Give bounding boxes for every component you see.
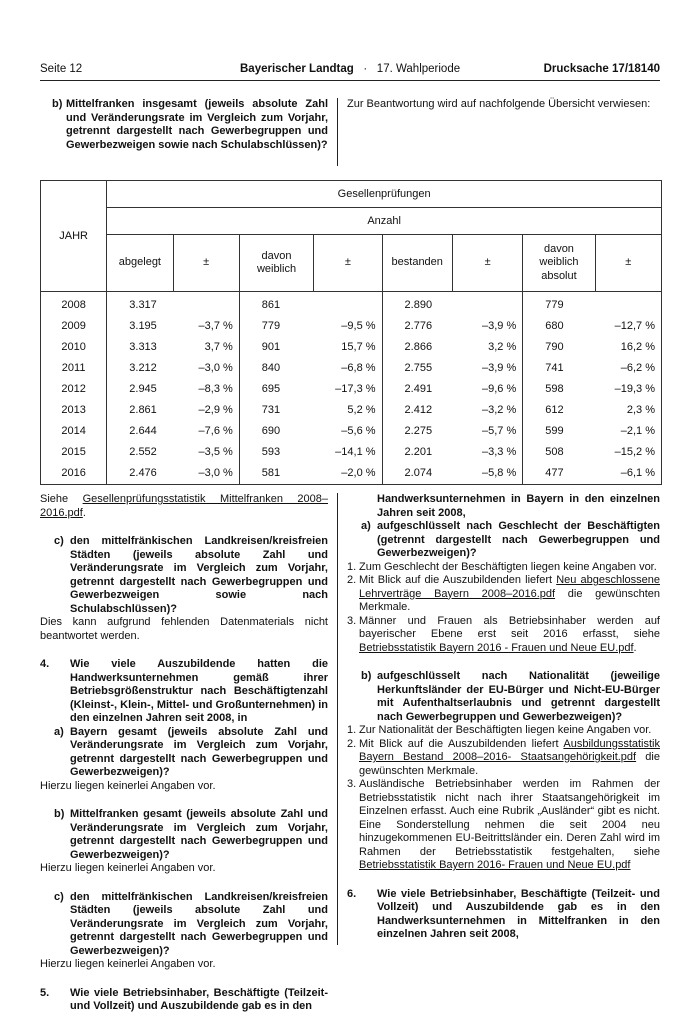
exam-statistics-table bbox=[40, 180, 662, 485]
value-cell: 599 bbox=[523, 421, 595, 442]
value-cell: –6,8 % bbox=[314, 357, 382, 378]
page-header bbox=[40, 62, 660, 78]
value-cell: 2.412 bbox=[382, 399, 452, 420]
value-cell: 612 bbox=[523, 399, 595, 420]
value-cell: 2.890 bbox=[382, 292, 452, 316]
value-cell: –17,3 % bbox=[314, 378, 382, 399]
header-rule bbox=[40, 80, 660, 81]
value-cell: 16,2 % bbox=[595, 336, 661, 357]
document-number: Drucksache 17/18140 bbox=[543, 63, 660, 75]
value-cell: 3,7 % bbox=[173, 336, 239, 357]
value-cell: –6,1 % bbox=[595, 463, 661, 485]
value-cell: 15,7 % bbox=[314, 336, 382, 357]
document-link[interactable]: Betriebsstatistik Bayern 2016- Frauen und Neue EU.pdf bbox=[359, 859, 631, 871]
value-cell bbox=[173, 292, 239, 316]
header-separator: · bbox=[363, 63, 368, 75]
col-header: bestanden bbox=[382, 235, 452, 292]
value-cell: 2.491 bbox=[382, 378, 452, 399]
answer-5a-list bbox=[347, 561, 660, 656]
answer-4c: Hierzu liegen keinerlei Angaben vor. bbox=[40, 958, 216, 970]
value-cell: 508 bbox=[523, 442, 595, 463]
table-row bbox=[41, 399, 662, 420]
question-5b: b) aufgeschlüsselt nach Nationalität (jeweilige Herkunftsländer der EU-Bürger und Nicht-EU-Bürger mit Aufenthaltserlaubnis und getrennt dargestellt nach Gewerbegruppen und Gewerbezweigen)? bbox=[361, 670, 660, 723]
value-cell: –3,0 % bbox=[173, 357, 239, 378]
answer-5b-list bbox=[347, 724, 660, 873]
document-link[interactable]: Ausbildungsstatistik Bayern Bestand 2008–2016- Staatsangehörigkeit.pdf bbox=[359, 737, 660, 763]
value-cell: –3,2 % bbox=[452, 399, 522, 420]
value-cell: 779 bbox=[239, 315, 313, 336]
value-cell: 2.275 bbox=[382, 421, 452, 442]
table-row bbox=[41, 463, 662, 485]
question-5a: a) aufgeschlüsselt nach Geschlecht der Beschäftigten (getrennt dargestellt nach Gewerbegruppen und Gewerbezweigen)? bbox=[361, 520, 660, 559]
question-5: 5. Wie viele Betriebsinhaber, Beschäftigte (Teilzeit- und Vollzeit) und Auszubildende gab es in den bbox=[40, 986, 328, 1012]
question-text: Mittelfranken insgesamt (jeweils absolute Zahl und Veränderungsrate im Vergleich zum Vorjahr, getrennt dargestellt nach Gewerbegruppen und Gewerbezweigen sowie nach Schulabschlüssen)? bbox=[66, 98, 328, 151]
value-cell: 741 bbox=[523, 357, 595, 378]
year-cell: 2008 bbox=[41, 292, 107, 316]
value-cell: 2.644 bbox=[107, 421, 173, 442]
value-cell: 2.755 bbox=[382, 357, 452, 378]
question-4c: c) den mittelfränkischen Landkreisen/kreisfreien Städten (jeweils absolute Zahl und Veränderungsrate im Vergleich zum Vorjahr, getrennt dargestellt nach Gewerbegruppen und Gewerbezweigen)? bbox=[54, 890, 328, 957]
value-cell: 779 bbox=[523, 292, 595, 316]
value-cell: 861 bbox=[239, 292, 313, 316]
document-link[interactable]: Betriebsstatistik Bayern 2016 - Frauen und Neue EU.pdf bbox=[359, 641, 634, 654]
year-cell: 2015 bbox=[41, 442, 107, 463]
left-column bbox=[40, 493, 328, 1014]
value-cell: 2,3 % bbox=[595, 399, 661, 420]
question-4a: a) Bayern gesamt (jeweils absolute Zahl und Veränderungsrate im Vergleich zum Vorjahr, getrennt dargestellt nach Gewerbegruppen und Gewerbezweigen)? bbox=[54, 725, 328, 778]
value-cell: –3,9 % bbox=[452, 357, 522, 378]
value-cell: –2,1 % bbox=[595, 421, 661, 442]
column-divider-top bbox=[337, 98, 338, 166]
question-6: 6. Wie viele Betriebsinhaber, Beschäftigte (Teilzeit- und Vollzeit) und Auszubildende gab es in den Handwerksunternehmen in Mittelfranken in den einzelnen Jahren seit 2008, bbox=[347, 887, 660, 940]
answer-4a: Hierzu liegen keinerlei Angaben vor. bbox=[40, 779, 216, 792]
table-row bbox=[41, 442, 662, 463]
year-cell: 2013 bbox=[41, 399, 107, 420]
list-item: 2. Mit Blick auf die Auszubildenden liefert Neu abgeschlossene Lehrverträge Bayern 2008–2016.pdf die gewünschten Merkmale. bbox=[347, 574, 660, 613]
value-cell: –3,0 % bbox=[173, 463, 239, 485]
table-row bbox=[41, 315, 662, 336]
col-header: davon weiblich absolut bbox=[523, 235, 595, 292]
table-row bbox=[41, 292, 662, 316]
value-cell: 2.776 bbox=[382, 315, 452, 336]
col-header: davon weiblich bbox=[239, 235, 313, 292]
value-cell bbox=[595, 292, 661, 316]
list-item: 2. Mit Blick auf die Auszubildenden liefert Ausbildungsstatistik Bayern Bestand 2008–2016- Staatsangehörigkeit.pdf die gewünschten Merkmale. bbox=[347, 737, 660, 777]
statistics-link[interactable]: Gesellenprüfungsstatistik Mittelfranken 2008–2016.pdf bbox=[40, 493, 328, 519]
value-cell: –12,7 % bbox=[595, 315, 661, 336]
value-cell: –5,7 % bbox=[452, 421, 522, 442]
value-cell: 2.201 bbox=[382, 442, 452, 463]
document-link[interactable]: Neu abgeschlossene Lehrverträge Bayern 2008–2016.pdf bbox=[359, 574, 660, 600]
answer-3b: Zur Beantwortung wird auf nachfolgende Übersicht verwiesen: bbox=[347, 98, 651, 110]
value-cell bbox=[452, 292, 522, 316]
value-cell: –9,5 % bbox=[314, 315, 382, 336]
value-cell: –3,9 % bbox=[452, 315, 522, 336]
col-header: ± bbox=[314, 235, 382, 292]
year-cell: 2012 bbox=[41, 378, 107, 399]
table-title: Gesellenprüfungen bbox=[107, 181, 662, 208]
value-cell: –19,3 % bbox=[595, 378, 661, 399]
value-cell: 731 bbox=[239, 399, 313, 420]
list-item: 1. Zum Geschlecht der Beschäftigten liegen keine Angaben vor. bbox=[347, 560, 657, 573]
value-cell: –7,6 % bbox=[173, 421, 239, 442]
value-cell: 840 bbox=[239, 357, 313, 378]
question-4b: b) Mittelfranken gesamt (jeweils absolute Zahl und Veränderungsrate im Vergleich zum Vorjahr, getrennt dargestellt nach Gewerbegruppen und Gewerbezweigen)? bbox=[54, 808, 328, 861]
value-cell: 2.861 bbox=[107, 399, 173, 420]
list-item: 3. Männer und Frauen als Betriebsinhaber werden auf bayerischer Ebene erst seit 2016 erfasst, siehe Betriebsstatistik Bayern 2016 - Frauen und Neue EU.pdf. bbox=[347, 614, 660, 654]
table-row bbox=[41, 336, 662, 357]
question-3c: c) den mittelfränkischen Landkreisen/kreisfreien Städten (jeweils absolute Zahl und Veränderungsrate im Vergleich zum Vorjahr, getrennt dargestellt nach Gewerbegruppen und Gewerbezweigen sowie nach Schulabschlüssen)? bbox=[54, 535, 328, 615]
value-cell: 2.476 bbox=[107, 463, 173, 485]
table-row bbox=[41, 378, 662, 399]
table-subtitle: Anzahl bbox=[107, 208, 662, 235]
value-cell: 581 bbox=[239, 463, 313, 485]
value-cell: 790 bbox=[523, 336, 595, 357]
value-cell bbox=[314, 292, 382, 316]
value-cell: –2,0 % bbox=[314, 463, 382, 485]
value-cell: 695 bbox=[239, 378, 313, 399]
value-cell: 2.552 bbox=[107, 442, 173, 463]
value-cell: –5,8 % bbox=[452, 463, 522, 485]
value-cell: 690 bbox=[239, 421, 313, 442]
right-column bbox=[347, 493, 660, 942]
list-item: 1. Zur Nationalität der Beschäftigten liegen keine Angaben vor. bbox=[347, 724, 652, 736]
value-cell: 901 bbox=[239, 336, 313, 357]
value-cell: –5,6 % bbox=[314, 421, 382, 442]
table-body bbox=[41, 292, 662, 485]
year-cell: 2014 bbox=[41, 421, 107, 442]
value-cell: 593 bbox=[239, 442, 313, 463]
legislative-period: 17. Wahlperiode bbox=[376, 63, 461, 75]
value-cell: 5,2 % bbox=[314, 399, 382, 420]
col-header: ± bbox=[452, 235, 522, 292]
year-cell: 2011 bbox=[41, 357, 107, 378]
value-cell: 3.317 bbox=[107, 292, 173, 316]
value-cell: –9,6 % bbox=[452, 378, 522, 399]
value-cell: –15,2 % bbox=[595, 442, 661, 463]
year-cell: 2010 bbox=[41, 336, 107, 357]
value-cell: 2.945 bbox=[107, 378, 173, 399]
col-header: ± bbox=[595, 235, 661, 292]
value-cell: –3,7 % bbox=[173, 315, 239, 336]
answer-4b: Hierzu liegen keinerlei Angaben vor. bbox=[40, 862, 216, 874]
column-divider-bottom bbox=[337, 493, 338, 945]
year-cell: 2009 bbox=[41, 315, 107, 336]
year-cell: 2016 bbox=[41, 463, 107, 485]
value-cell: 477 bbox=[523, 463, 595, 485]
value-cell: –3,5 % bbox=[173, 442, 239, 463]
value-cell: 2.866 bbox=[382, 336, 452, 357]
question-4: 4. Wie viele Auszubildende hatten die Handwerksunternehmen gemäß ihrer Betriebsgrößenstruktur nach Beschäftigtenzahl (Kleinst-, Klein-, Mittel- und Großunternehmen) in den einzelnen Jahren seit 2008, in bbox=[40, 658, 328, 724]
value-cell: 3,2 % bbox=[452, 336, 522, 357]
question-3b bbox=[52, 98, 328, 152]
value-cell: –14,1 % bbox=[314, 442, 382, 463]
col-header: abgelegt bbox=[107, 235, 173, 292]
table-row bbox=[41, 357, 662, 378]
question-5-continued: Handwerksunternehmen in Bayern in den einzelnen Jahren seit 2008, bbox=[377, 493, 660, 519]
year-header: JAHR bbox=[41, 181, 107, 292]
value-cell: 2.074 bbox=[382, 463, 452, 485]
page-number: Seite 12 bbox=[40, 63, 83, 75]
list-item: 3. Ausländische Betriebsinhaber werden im Rahmen der Betriebsstatistik nicht nach ihrer Staatsangehörigkeit im Einzelnen erfasst. Auch eine Rubrik „Ausländer“ gibt es nicht. Eine Sonderstellung nehmen die seit 2004 neu hinzugekommenen EU-Beitrittsländer ein. Deren Zahl wird im Rahmen der Betriebsstatistik festgehalten, siehe Betriebsstatistik Bayern 2016- Frauen und Neue EU.pdf bbox=[347, 778, 660, 871]
value-cell: –8,3 % bbox=[173, 378, 239, 399]
question-label: b) bbox=[52, 98, 63, 110]
table-row bbox=[41, 421, 662, 442]
value-cell: 3.313 bbox=[107, 336, 173, 357]
institution: Bayerischer Landtag bbox=[240, 63, 354, 75]
see-reference: Siehe Gesellenprüfungsstatistik Mittelfranken 2008–2016.pdf. bbox=[40, 493, 328, 519]
value-cell: –2,9 % bbox=[173, 399, 239, 420]
value-cell: 3.212 bbox=[107, 357, 173, 378]
value-cell: –3,3 % bbox=[452, 442, 522, 463]
value-cell: 598 bbox=[523, 378, 595, 399]
value-cell: 3.195 bbox=[107, 315, 173, 336]
value-cell: 680 bbox=[523, 315, 595, 336]
answer-3c: Dies kann aufgrund fehlenden Datenmaterials nicht beantwortet werden. bbox=[40, 616, 328, 642]
header-center bbox=[240, 62, 460, 76]
value-cell: –6,2 % bbox=[595, 357, 661, 378]
col-header: ± bbox=[173, 235, 239, 292]
